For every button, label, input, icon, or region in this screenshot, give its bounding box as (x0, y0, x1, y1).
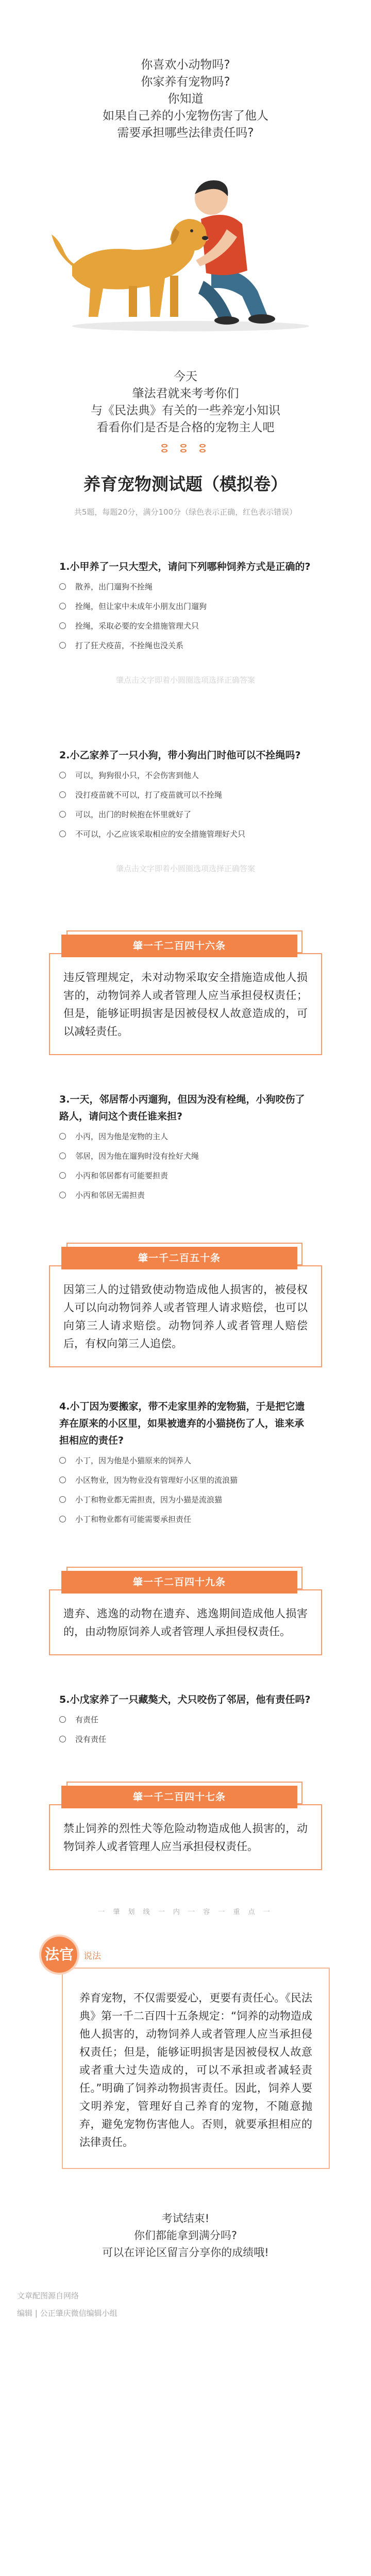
answer-explanation-2 (49, 1243, 322, 1367)
question-3 (59, 1091, 312, 1201)
answer-text: 因第三人的过错致使动物造成他人损害的，被侵权人可以向动物饲养人或者管理人请求赔偿，也可以向第三人请求赔偿。动物饲养人或者管理人赔偿后，有权向第三人追偿。 (63, 1283, 308, 1350)
option-text[interactable]: 小丁和物业都无需担责，因为小猫是流浪猫 (75, 1495, 223, 1504)
question-2 (59, 747, 312, 840)
question-options (59, 581, 312, 652)
judge-commentary (41, 1937, 330, 2169)
intro-line: 你知道 (167, 92, 204, 106)
option-text[interactable]: 小丁，因为他是小猫原来的饲养人 (75, 1456, 192, 1465)
option-text[interactable]: 小区物业，因为物业没有管理好小区里的流浪猫 (75, 1476, 238, 1485)
question-options (59, 1714, 312, 1745)
radio-circle-icon[interactable] (59, 1516, 66, 1522)
answer-banner (49, 1567, 322, 1591)
answer-option[interactable] (59, 639, 312, 652)
radio-circle-icon[interactable] (59, 1192, 66, 1198)
option-text[interactable]: 可以，出门的时候抱在怀里就好了 (75, 810, 192, 819)
question-title: 5.小戊家养了一只藏獒犬，犬只咬伤了邻居，他有责任吗? (59, 1694, 311, 1705)
instruction-note: 肇点击文字即着小圆圈选项选择正确答案 (115, 675, 255, 685)
option-text[interactable]: 小丙和邻居无需担责 (75, 1191, 145, 1200)
answer-option[interactable] (59, 828, 312, 840)
section-divider: 一 肇 划 线 一 内 一 容 一 重 点 一 (98, 1908, 273, 1916)
option-text[interactable]: 拴绳，采取必要的安全措施管理犬只 (75, 621, 199, 631)
answer-option[interactable] (59, 600, 312, 613)
intro-line: 你喜欢小动物吗? (141, 58, 230, 72)
answer-option[interactable] (59, 620, 312, 632)
commentary-text: 养育宠物，不仅需要爱心，更要有责任心。《民法典》第一千二百四十五条规定：“饲养的动物造成他人损害的，动物饲养人或者管理人应当承担侵权责任；但是，能够证明损害是因被侵权人故意或者重大过失造成的，可以不承担或者减轻责任。”明确了饲养动物损害责任。因此，饲养人要文明养宠，管理好自己养育的宠物，不随意抛弃，避免宠物伤害他人。否则，就要承担相应的法律责任。 (79, 1992, 312, 2148)
radio-circle-icon[interactable] (59, 1133, 66, 1140)
radio-circle-icon[interactable] (59, 642, 66, 649)
commentary-card (62, 1968, 330, 2169)
editor-note: 编辑 | 公正肇庆微信编辑小组 (17, 2309, 117, 2318)
person-with-dog-image (0, 162, 371, 332)
outro-line: 可以在评论区留言分享你的成绩哦! (102, 2246, 269, 2259)
question-title: 1.小甲养了一只大型犬，请问下列哪种饲养方式是正确的? (59, 561, 311, 572)
radio-circle-icon[interactable] (59, 583, 66, 590)
answer-card (49, 1804, 322, 1870)
radio-circle-icon[interactable] (59, 622, 66, 629)
decoration-marks: ⵓ ⵓ ⵓ (161, 443, 210, 455)
question-5 (59, 1691, 312, 1745)
option-text[interactable]: 不可以，小乙应该采取相应的安全措施管理好犬只 (75, 829, 246, 839)
option-text[interactable]: 邻居，因为他在遛狗时没有拴好犬绳 (75, 1151, 199, 1161)
question-1 (59, 558, 312, 652)
question-options (59, 1130, 312, 1201)
answer-banner-label: 肇一千二百五十条 (61, 1247, 297, 1269)
option-text[interactable]: 小丙，因为他是宠物的主人 (75, 1132, 168, 1141)
radio-circle-icon[interactable] (59, 791, 66, 798)
answer-option[interactable] (59, 789, 312, 801)
outro-line: 考试结束! (161, 2212, 210, 2225)
answer-card (49, 1265, 322, 1367)
answer-explanation-3 (49, 1567, 322, 1655)
radio-circle-icon[interactable] (59, 1457, 66, 1464)
question-4 (59, 1398, 312, 1526)
option-text[interactable]: 没打疫苗就不可以，打了疫苗就可以不拴绳 (75, 790, 223, 800)
answer-card (49, 953, 322, 1055)
question-title: 2.小乙家养了一只小狗，带小狗出门时他可以不拴绳吗? (59, 750, 301, 761)
intro-line: 需要承担哪些法律责任吗? (117, 126, 254, 140)
answer-banner-label: 肇一千二百四十七条 (61, 1786, 297, 1808)
exam-subtitle: 共5题，每题20分，满分100分（绿色表示正确，红色表示错误） (74, 507, 297, 517)
option-text[interactable]: 有责任 (75, 1715, 99, 1724)
intro-line: 看看你们是否是合格的宠物主人吧 (96, 421, 275, 434)
answer-banner (49, 1243, 322, 1267)
answer-text: 禁止饲养的烈性犬等危险动物造成他人损害的，动物饲养人或者管理人应当承担侵权责任。 (63, 1822, 308, 1853)
question-title: 3.一天，邻居帮小丙遛狗，但因为没有栓绳，小狗咬伤了路人，请问这个责任谁来担? (59, 1094, 305, 1122)
answer-banner (49, 1782, 322, 1806)
radio-circle-icon[interactable] (59, 772, 66, 778)
answer-option[interactable] (59, 581, 312, 593)
answer-option[interactable] (59, 808, 312, 821)
answer-option[interactable] (59, 1130, 312, 1143)
radio-circle-icon[interactable] (59, 1477, 66, 1483)
option-text[interactable]: 散养，出门遛狗不拴绳 (75, 582, 153, 591)
outro-block (0, 2210, 371, 2261)
question-title: 4.小丁因为要搬家，带不走家里养的宠物猫，于是把它遗弃在原来的小区里，如果被遗弃的小猫挠伤了人，谁来承担相应的责任? (59, 1401, 305, 1446)
answer-card (49, 1589, 322, 1655)
instruction-note: 肇点击文字即着小圆圈选项选择正确答案 (115, 864, 255, 873)
option-text[interactable]: 打了狂犬疫苗，不拴绳也没关系 (75, 641, 184, 650)
radio-circle-icon[interactable] (59, 811, 66, 818)
intro-line: 你家养有宠物吗? (141, 75, 230, 89)
intro-block-2 (0, 368, 371, 436)
intro-line: 肇法君就来考考你们 (132, 387, 239, 400)
answer-option[interactable] (59, 1474, 312, 1486)
dog-owner-illustration (0, 162, 371, 332)
option-text[interactable]: 拴绳，但让家中未成年小朋友出门遛狗 (75, 602, 207, 611)
answer-option[interactable] (59, 1714, 312, 1726)
intro-line: 与《民法典》有关的一些养宠小知识 (91, 404, 280, 417)
intro-line: 如果自己养的小宠物伤害了他人 (103, 109, 268, 123)
option-text[interactable]: 小丁和物业都有可能需要承担责任 (75, 1515, 192, 1524)
radio-circle-icon[interactable] (59, 831, 66, 837)
radio-circle-icon[interactable] (59, 1496, 66, 1503)
radio-circle-icon[interactable] (59, 1736, 66, 1742)
radio-circle-icon[interactable] (59, 1172, 66, 1179)
option-text[interactable]: 可以，狗狗很小只，不会伤害到他人 (75, 771, 199, 780)
answer-text: 遗弃、逃逸的动物在遗弃、逃逸期间造成他人损害的，由动物原饲养人或者管理人承担侵权责任。 (63, 1607, 308, 1638)
intro-block (0, 0, 371, 142)
footer-notes (0, 2287, 371, 2322)
radio-circle-icon[interactable] (59, 1153, 66, 1159)
answer-option[interactable] (59, 1189, 312, 1201)
answer-option[interactable] (59, 1513, 312, 1526)
judge-badge-icon: 法官 (41, 1937, 77, 1973)
answer-option[interactable] (59, 769, 312, 782)
radio-circle-icon[interactable] (59, 1716, 66, 1723)
question-options (59, 769, 312, 840)
answer-explanation-4 (49, 1782, 322, 1870)
answer-text: 违反管理规定，未对动物采取安全措施造成他人损害的，动物饲养人或者管理人应当承担侵权责任；但是，能够证明损害是因被侵权人故意造成的，可以减轻责任。 (63, 971, 308, 1038)
answer-option[interactable] (59, 1494, 312, 1506)
answer-option[interactable] (59, 1454, 312, 1467)
answer-banner (49, 930, 322, 955)
exam-title: 养育宠物测试题（模拟卷） (83, 474, 288, 494)
image-source-note: 文章配图源自网络 (17, 2291, 79, 2300)
outro-line: 你们都能拿到满分吗? (133, 2229, 238, 2242)
option-text[interactable]: 小丙和邻居都有可能要担责 (75, 1171, 168, 1180)
question-options (59, 1454, 312, 1526)
judge-badge-label: 说法 (83, 1951, 101, 1961)
answer-option[interactable] (59, 1150, 312, 1162)
option-text[interactable]: 没有责任 (75, 1735, 107, 1744)
intro-line: 今天 (174, 370, 197, 383)
radio-circle-icon[interactable] (59, 603, 66, 609)
answer-option[interactable] (59, 1170, 312, 1182)
answer-option[interactable] (59, 1733, 312, 1745)
answer-banner-label: 肇一千二百四十九条 (61, 1571, 297, 1594)
answer-explanation-1 (49, 930, 322, 1055)
answer-banner-label: 肇一千二百四十六条 (61, 935, 297, 957)
